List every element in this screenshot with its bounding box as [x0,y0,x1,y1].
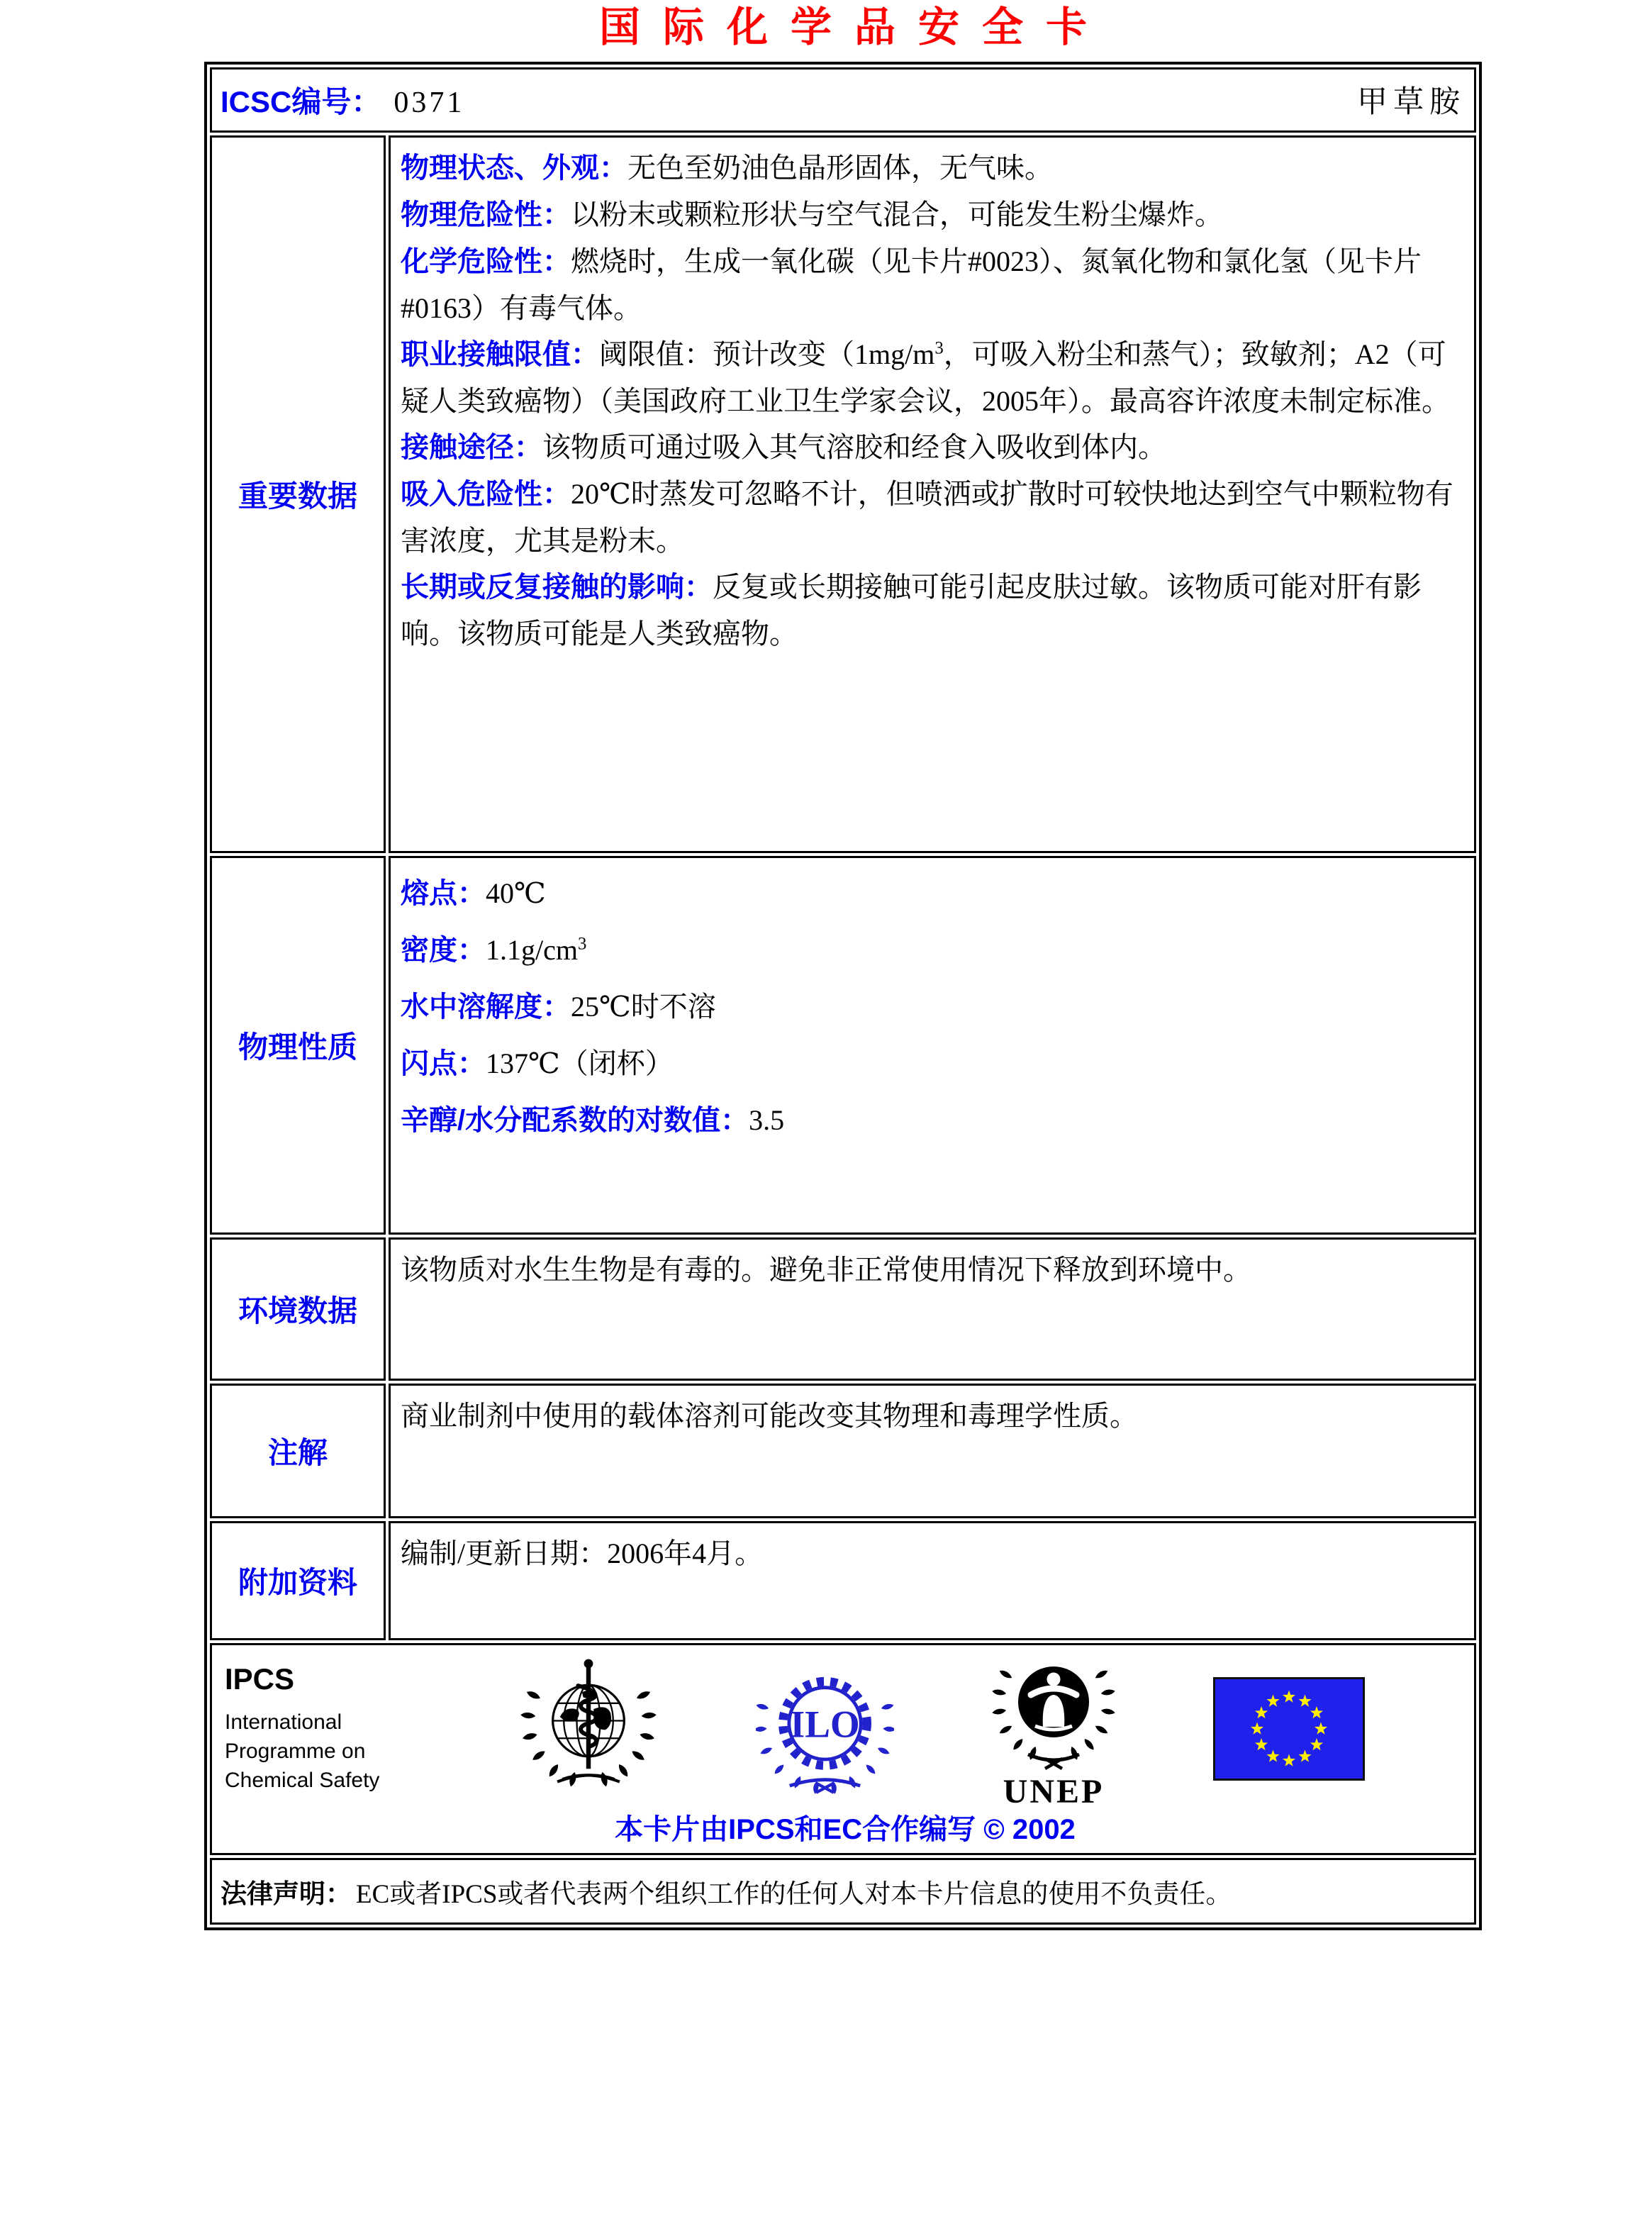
notes-row [210,1384,1476,1518]
eu-flag-icon [1213,1677,1365,1781]
section-label-environmental-data: 环境数据 [210,1237,386,1381]
icsc-number-value: 0371 [394,86,465,119]
copyright-year: © 2002 [983,1813,1076,1845]
item-text: 编制/更新日期：2006年4月。 [401,1537,764,1569]
item-text: 25℃时不溶 [571,990,716,1023]
legal-notice-cell [210,1858,1476,1925]
icsc-number-label: ICSC编号： [221,84,381,118]
item-text: 20℃时蒸发可忽略不计，但喷洒或扩散时可较快地达到空气中颗粒物有害浓度，尤其是粉末。 [401,477,1453,557]
ilo-logo-text: ILO [789,1703,860,1746]
data-item [401,1530,1464,1576]
property-item [401,922,1464,979]
section-label-important-data: 重要数据 [210,135,386,853]
ilo-logo-icon [756,1658,894,1800]
legal-notice-label: 法律声明： [221,1879,352,1908]
item-label: 物理状态、外观： [401,152,627,184]
document-title: 国际化学品安全卡 [598,4,1110,50]
property-item [401,865,1464,922]
data-item [401,1247,1464,1293]
item-label: 熔点： [401,877,486,909]
logos-cell [210,1643,1476,1855]
ipcs-text-block [219,1662,422,1795]
item-label: 水中溶解度： [401,991,571,1023]
section-content-additional-information [389,1521,1476,1640]
ipcs-subtitle-line: Chemical Safety [225,1769,380,1793]
legal-notice-text: EC或者IPCS或者代表两个组织工作的任何人对本卡片信息的使用不负责任。 [356,1879,1232,1909]
item-text: 1.1g/cm [486,933,578,966]
important-data-row [210,135,1476,853]
logos-row [210,1643,1476,1855]
unep-logo-icon [990,1648,1117,1810]
item-text: 燃烧时，生成一氧化碳（见卡片#0023）、氮氧化物和氯化氢（见卡片#0163）有毒气体。 [401,245,1422,324]
data-item [401,564,1464,657]
physical-properties-row [210,856,1476,1235]
item-text: 商业制剂中使用的载体溶剂可能改变其物理和毒理学性质。 [401,1399,1138,1432]
item-text: 反复或长期接触可能引起皮肤过敏。该物质可能对肝有影响。该物质可能是人类致癌物。 [401,570,1422,650]
item-label: 职业接触限值： [401,338,599,370]
ipcs-subtitle-line: Programme on [225,1740,366,1764]
data-item [401,424,1464,471]
property-item [401,1035,1464,1092]
ipcs-title: IPCS [225,1662,295,1696]
environmental-data-row [210,1237,1476,1381]
data-item [401,331,1464,424]
header-row [210,67,1476,133]
item-text: 40℃ [486,877,546,909]
item-text: 以粉末或颗粒形状与空气混合，可能发生粉尘爆炸。 [571,198,1223,230]
data-item [401,471,1464,564]
item-text: 无色至奶油色晶形固体，无气味。 [627,151,1053,184]
item-text: 该物质对水生生物是有毒的。避免非正常使用情况下释放到环境中。 [401,1253,1251,1286]
who-logo-icon [518,1656,659,1801]
item-label: 密度： [401,934,486,966]
item-superscript: 3 [934,338,944,358]
eu-flag-stars [1218,1682,1360,1776]
ipcs-subtitle-line: International [225,1710,342,1735]
item-label: 闪点： [401,1047,486,1079]
legal-notice-row [210,1858,1476,1925]
additional-information-row [210,1521,1476,1640]
item-text: 137℃（闭杯） [486,1047,674,1079]
item-label: 接触途径： [401,431,542,463]
data-item [401,191,1464,238]
data-item [401,238,1464,331]
data-item [401,1393,1464,1439]
item-text: ，可吸入粉尘和蒸气）；致敏剂；A2（可疑人类致癌物）（美国政府工业卫生学家会议，2005年）。最高容许浓度未制定标准。 [401,338,1450,417]
item-label: 辛醇/水分配系数的对数值： [401,1104,749,1136]
item-text: 该物质可通过吸入其气溶胶和经食入吸收到体内。 [542,430,1166,463]
icsc-card-table [204,62,1482,1930]
section-content-environmental-data [389,1237,1476,1381]
chemical-name: 甲草胺 [1357,86,1466,120]
section-content-important-data [389,135,1476,853]
copyright-line [219,1807,1471,1847]
section-label-additional-information: 附加资料 [210,1521,386,1640]
item-label: 长期或反复接触的影响： [401,571,713,603]
header-cell [210,67,1476,133]
item-label: 吸入危险性： [401,478,571,510]
section-label-physical-properties: 物理性质 [210,856,386,1235]
section-content-notes [389,1384,1476,1518]
property-item [401,1092,1464,1149]
item-label: 化学危险性： [401,245,571,277]
section-content-physical-properties [389,856,1476,1235]
item-label: 物理危险性： [401,199,571,230]
property-item [401,979,1464,1035]
item-superscript: 3 [577,934,587,954]
item-text: 阈限值：预计改变（1mg/m [599,338,935,370]
item-text: 3.5 [749,1103,785,1136]
card-sheet [204,0,1482,1930]
copyright-text: 本卡片由IPCS和EC合作编写 [615,1813,976,1845]
section-label-notes: 注解 [210,1384,386,1518]
icsc-number-group [221,79,464,121]
data-item [401,145,1464,191]
unep-logo-text: UNEP [1003,1772,1105,1810]
